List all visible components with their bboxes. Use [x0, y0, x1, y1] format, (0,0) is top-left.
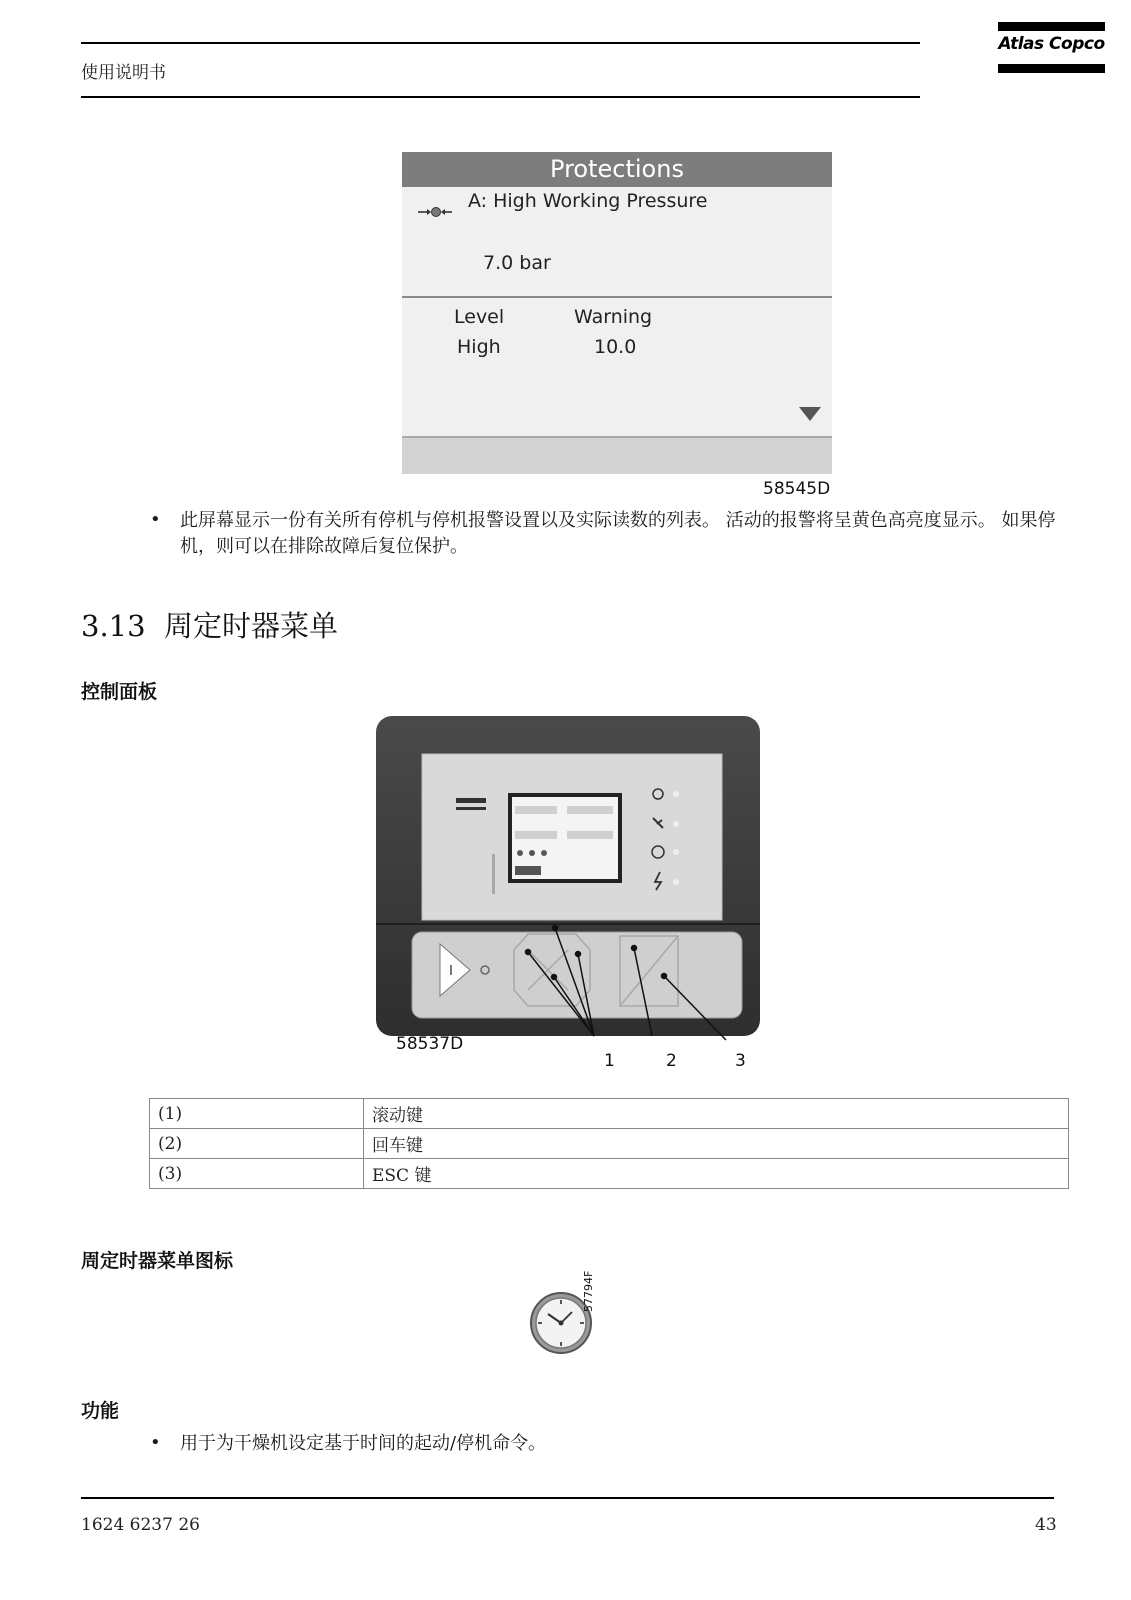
callout-2: 2 — [666, 1051, 677, 1071]
bullet-marker: • — [150, 509, 161, 530]
function-description: 用于为干燥机设定基于时间的起动/停机命令。 — [180, 1433, 547, 1454]
table-cell-ref: (3) — [150, 1159, 364, 1189]
pressure-sensor-icon — [416, 204, 456, 220]
callout-3: 3 — [735, 1051, 746, 1071]
protections-description: 此屏幕显示一份有关所有停机与停机报警设置以及实际读数的列表。 活动的报警将呈黄色高亮度显示。 如果停机，则可以在排除故障后复位保护。 — [180, 510, 1056, 557]
table-cell-ref: (2) — [150, 1129, 364, 1159]
table-cell-desc: ESC 键 — [364, 1159, 1069, 1189]
section-title: 周定时器菜单 — [164, 609, 339, 643]
callout-1: 1 — [604, 1051, 615, 1071]
document-title: 使用说明书 — [81, 63, 166, 83]
table-cell-desc: 滚动键 — [364, 1099, 1069, 1129]
keys-table — [149, 1098, 1069, 1189]
header-bottom-rule — [81, 96, 920, 98]
screen-title: Protections — [402, 152, 832, 187]
control-panel-figure — [368, 714, 768, 1078]
control-panel-heading: 控制面板 — [81, 681, 158, 703]
document-number: 1624 6237 26 — [81, 1515, 200, 1535]
brand-logo-text: Atlas Copco — [998, 34, 1105, 54]
footer-rule — [81, 1497, 1054, 1499]
header-top-rule — [81, 42, 920, 44]
scroll-down-icon — [798, 406, 822, 426]
table-cell-desc: 回车键 — [364, 1129, 1069, 1159]
page-number: 43 — [1035, 1515, 1057, 1535]
figure-id-control-panel: 58537D — [396, 1034, 464, 1054]
warning-value: 10.0 — [594, 336, 637, 358]
function-heading: 功能 — [81, 1400, 120, 1422]
screen-footer-bar — [402, 436, 832, 474]
section-number: 3.13 — [81, 609, 146, 643]
protections-screen — [402, 152, 832, 474]
screen-separator — [402, 296, 832, 298]
alarm-value: 7.0 bar — [483, 252, 551, 274]
level-value: High — [457, 336, 501, 358]
icon-section-heading: 周定时器菜单图标 — [81, 1250, 234, 1272]
table-row — [150, 1129, 1069, 1159]
column-warning-label: Warning — [574, 306, 653, 328]
bullet-marker: • — [150, 1432, 161, 1453]
table-row — [150, 1159, 1069, 1189]
table-cell-ref: (1) — [150, 1099, 364, 1129]
alarm-name: A: High Working Pressure — [468, 190, 708, 212]
section-heading — [81, 604, 338, 645]
column-level-label: Level — [454, 306, 505, 328]
figure-id-clock: 57794F — [582, 1270, 595, 1312]
figure-id-protections: 58545D — [763, 479, 831, 499]
table-row — [150, 1099, 1069, 1129]
